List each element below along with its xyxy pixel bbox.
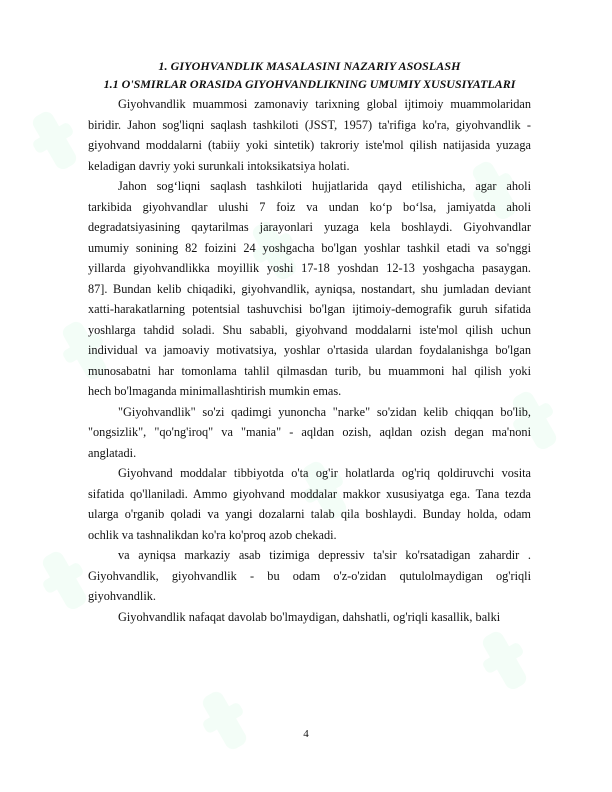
text-line: tarkibida giyohvandlar ulushi 7 foiz va undan ko‘p bo‘lsa, jamiyatda aholi — [88, 199, 531, 214]
text-line: keladigan davriy yoki surunkali intoksikatsiya holati. — [88, 158, 350, 173]
text-line: degradatsiyasining qaytarilmas jarayonlari yuzaga kela boshlaydi. Giyohvandlar — [88, 220, 531, 234]
paragraph — [88, 176, 531, 402]
text-line: umumiy sonining 82 foizini 24 yoshgacha bo'lgan yoshlar tashkil etadi va so'nggi — [88, 240, 531, 255]
text-line: Jahon sog‘liqni saqlash tashkiloti hujjatlarida qayd etilishicha, agar aholi — [118, 179, 531, 193]
text-line: "Giyohvandlik" so'zi qadimgi yunoncha "narke" so'zidan kelib chiqqan bo'lib, — [118, 404, 531, 419]
text-line: 87]. Bundan kelib chiqadiki, giyohvandlik, ayniqsa, nostandart, shu jumladan deviant — [88, 281, 531, 296]
text-line: ularga o'rganib qoladi va yangi dozalarni talab qila boshlaydi. Bunday holda, odam — [88, 507, 531, 521]
text-line: munosabatni har tomonlama tahlil qilmasdan turib, bu muammoni hal qilish yoki — [88, 363, 531, 378]
text-line: Giyohvandlik, giyohvandlik - bu odam o'z-o'zidan qutulolmaydigan og'riqli — [88, 568, 531, 583]
chapter-heading: 1. GIYOHVANDLIK MASALASINI NAZARIY ASOSLASH — [158, 59, 461, 73]
text-line: individual va jamoaviy motivatsiya, yoshlar o'rtasida ulardan foydalanishga bo'lgan — [88, 343, 531, 357]
watermark-mark — [21, 104, 87, 177]
text-line: Giyohvandlik nafaqat davolab bo'lmaydigan, dahshatli, og'riqli kasallik, balki — [118, 609, 501, 624]
text-line: giyohvand moddalarni (tabiiy yoki sintetik) takroriy iste'mol qilish natijasida yuzaga — [88, 138, 531, 152]
watermark-mark — [471, 624, 537, 697]
text-line: sifatida qo'llaniladi. Ammo giyohvand moddalar makkor xususiyatga ega. Tana tezda — [88, 486, 531, 501]
text-line: Giyohvand moddalar tibbiyotda o'ta og'ir holatlarda og'riq qoldiruvchi vosita — [118, 466, 531, 480]
text-line: xatti-harakatlarning potentsial tashuvchisi bo'lgan ijtimoiy-demografik guruh sifatida — [88, 302, 531, 316]
body-text — [88, 94, 531, 627]
page-number: 4 — [303, 728, 309, 740]
text-line: biridir. Jahon sog'liqni saqlash tashkiloti (JSST, 1957) ta'rifiga ko'ra, giyohvandlik - — [88, 117, 531, 132]
text-line: hech bo'lmaganda minimallashtirish mumkin emas. — [88, 384, 342, 398]
text-line: "ongsizlik", "qo'ng'iroq" va "mania" - aqldan ozish, aqldan ozish degan ma'noni — [88, 425, 531, 439]
text-line: va ayniqsa markaziy asab tizimiga depressiv ta'sir ko'rsatadigan zahardir . — [118, 548, 531, 562]
text-line: yillarda giyohvandlikka moyillik yoshi 17-18 yoshdan 12-13 yoshgacha pasaygan. — [88, 261, 531, 275]
text-line: giyohvandlik. — [88, 589, 156, 603]
text-line: anglatadi. — [88, 445, 137, 460]
paragraph — [88, 607, 531, 628]
watermark-mark — [191, 684, 257, 757]
section-heading: 1.1 O'SMIRLAR ORASIDA GIYOHVANDLIKNING UMUMIY XUSUSIYATLARI — [103, 77, 516, 91]
paragraph — [88, 463, 531, 545]
text-line: ochlik va tashnalikdan ko'ra ko'proq azob chekadi. — [88, 527, 337, 542]
paragraph — [88, 545, 531, 607]
paragraph — [88, 402, 531, 464]
text-line: yoshlarga tahdid soladi. Shu sababli, giyohvand moddalarni iste'mol qilish uchun — [88, 322, 531, 337]
text-line: Giyohvandlik muammosi zamonaviy tarixning global ijtimoiy muammolaridan — [118, 97, 531, 111]
paragraph — [88, 94, 531, 176]
document-page — [88, 58, 531, 627]
